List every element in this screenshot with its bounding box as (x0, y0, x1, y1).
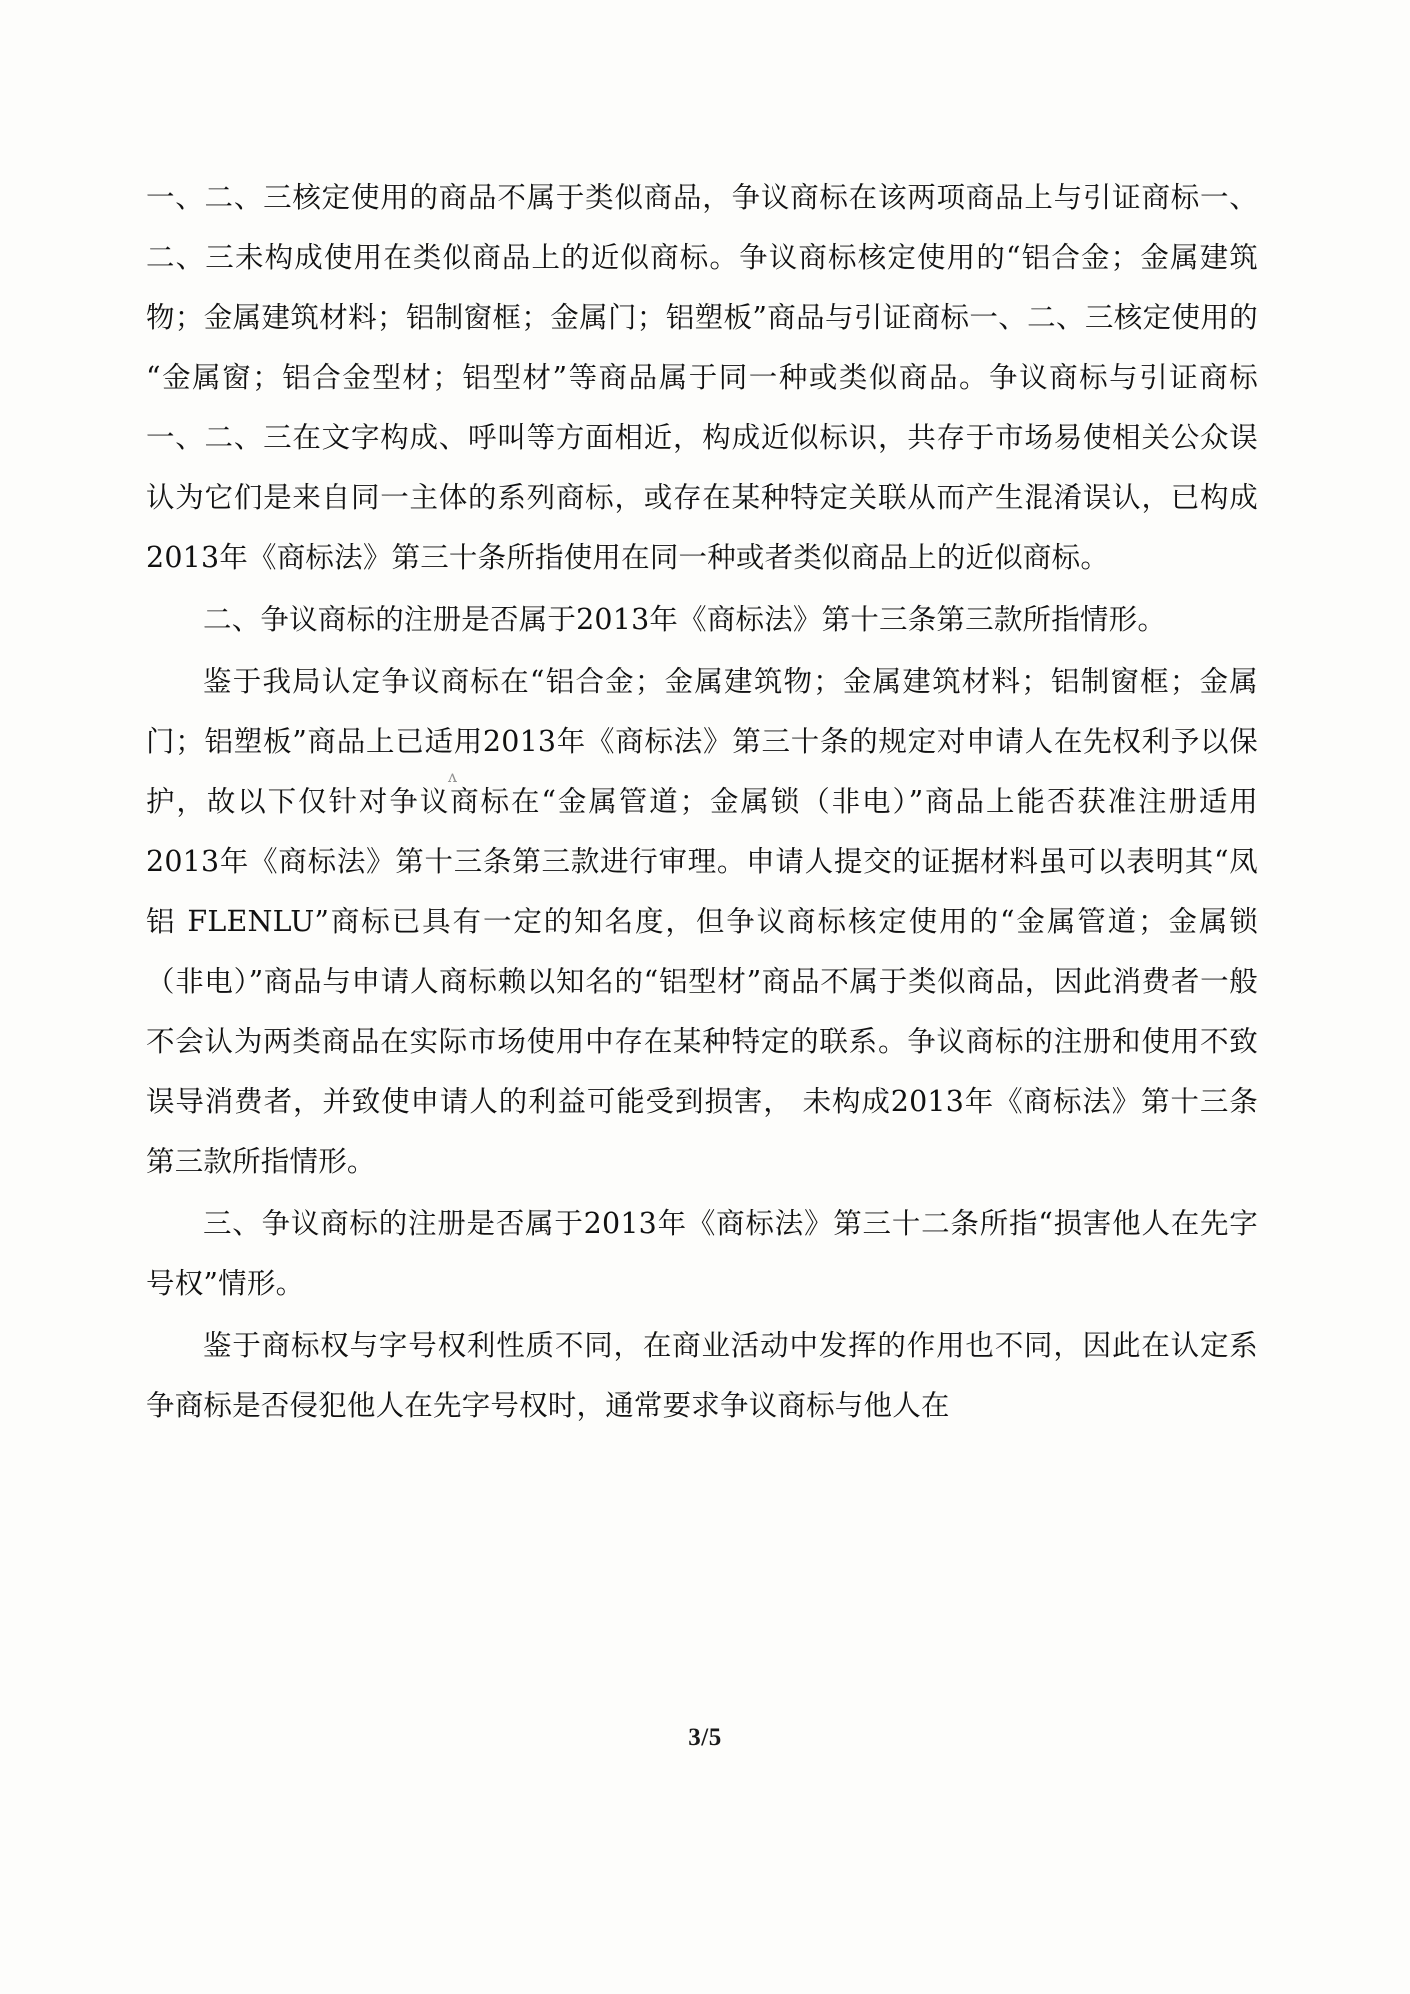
paragraph-1: 一、二、三核定使用的商品不属于类似商品，争议商标在该两项商品上与引证商标一、二、三未构成使用在类似商品上的近似商标。争议商标核定使用的“铝合金；金属建筑物；金属建筑材料；铝制窗框；金属门；铝塑板”商品与引证商标一、二、三核定使用的“金属窗；铝合金型材；铝型材”等商品属于同一种或类似商品。争议商标与引证商标一、二、三在文字构成、呼叫等方面相近，构成近似标识，共存于市场易使相关公众误认为它们是来自同一主体的系列商标，或存在某种特定关联从而产生混淆误认，已构成2013年《商标法》第三十条所指使用在同一种或者类似商品上的近似商标。 (146, 181, 1258, 574)
stray-ink-mark: ʌ (448, 767, 458, 786)
paragraph-2: 二、争议商标的注册是否属于2013年《商标法》第十三条第三款所指情形。 (203, 603, 1167, 636)
paragraph-5: 鉴于商标权与字号权利性质不同，在商业活动中发挥的作用也不同，因此在认定系争商标是否侵犯他人在先字号权时，通常要求争议商标与他人在 (146, 1329, 1258, 1422)
paragraph-4: 三、争议商标的注册是否属于2013年《商标法》第三十二条所指“损害他人在先字号权”情形。 (146, 1207, 1258, 1300)
page-number: 3/5 (688, 1724, 722, 1751)
paragraph-3: 鉴于我局认定争议商标在“铝合金；金属建筑物；金属建筑材料；铝制窗框；金属门；铝塑板”商品上已适用2013年《商标法》第三十条的规定对申请人在先权利予以保护，故以下仅针对争议商标在“金属管道；金属锁（非电）”商品上能否获准注册适用2013年《商标法》第十三条第三款进行审理。申请人提交的证据材料虽可以表明其“凤铝 FLENLU”商标已具有一定的知名度，但争议商标核定使用的“金属管道；金属锁（非电）”商品与申请人商标赖以知名的“铝型材”商品不属于类似商品，因此消费者一般不会认为两类商品在实际市场使用中存在某种特定的联系。争议商标的注册和使用不致误导消费者，并致使申请人的利益可能受到损害， 未构成2013年《商标法》第十三条第三款所指情形。 (146, 665, 1258, 1178)
document-body (146, 168, 1258, 1436)
